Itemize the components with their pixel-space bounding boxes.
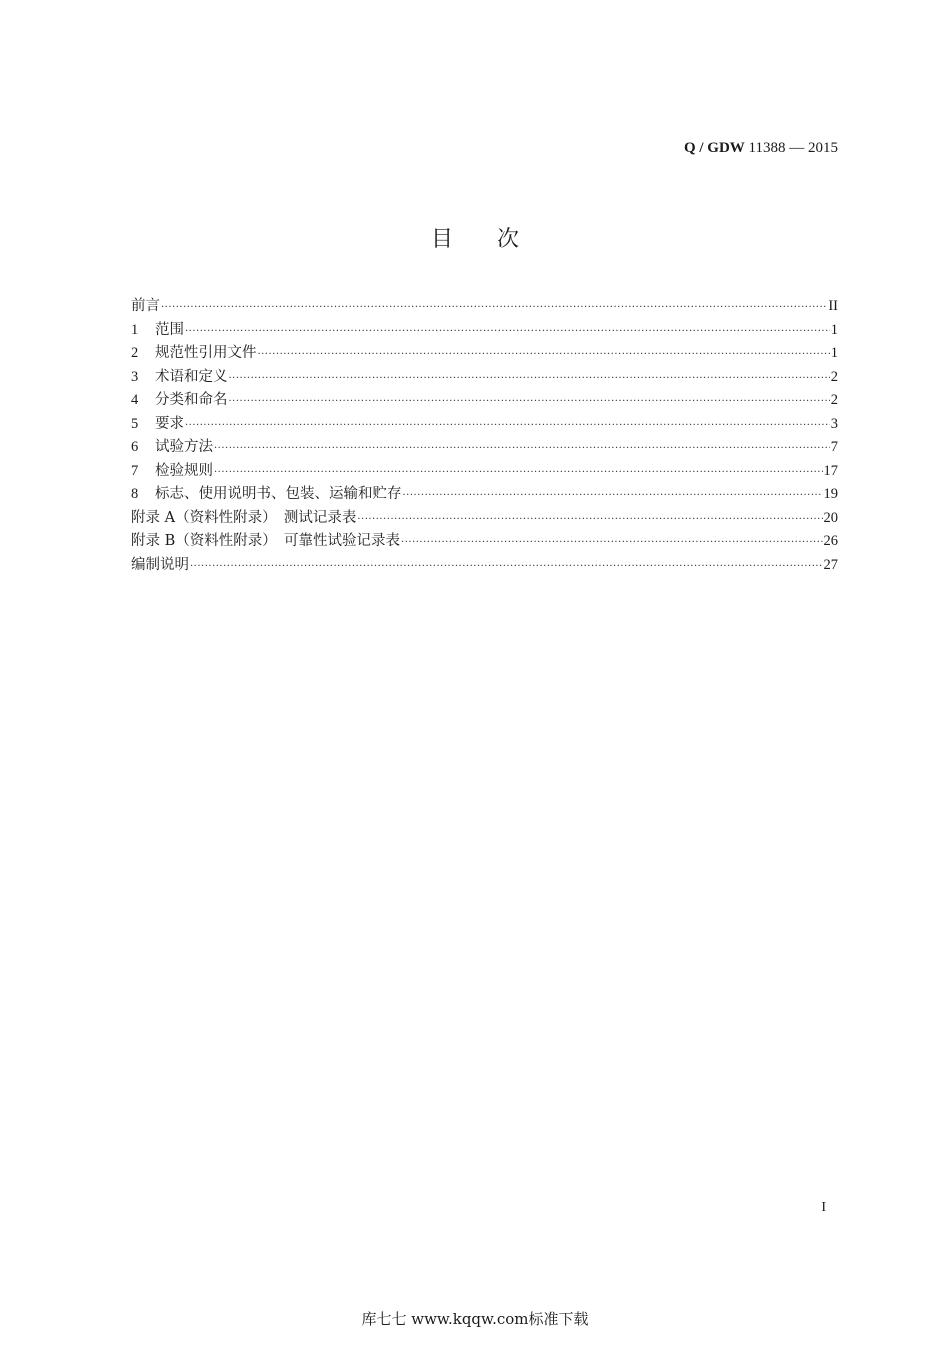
page-title-char-2: 次 — [497, 227, 520, 252]
toc-leader-dots — [185, 320, 830, 344]
toc-leader-dots — [229, 390, 830, 414]
toc-entry-test-methods[interactable] — [131, 436, 838, 460]
toc-entry-number: 1 — [131, 321, 139, 338]
toc-leader-dots — [214, 437, 830, 461]
toc-entry-compilation-notes[interactable] — [131, 554, 838, 578]
toc-entry-label: 3 术语和定义 — [131, 366, 228, 390]
toc-leader-dots — [403, 484, 823, 508]
toc-entry-classification[interactable] — [131, 389, 838, 413]
toc-entry-label: 附录 A（资料性附录） 测试记录表 — [131, 509, 357, 526]
toc-entry-page: 2 — [830, 392, 838, 408]
toc-leader-dots — [190, 555, 823, 579]
toc-entry-number: 3 — [131, 368, 139, 385]
table-of-contents — [131, 295, 838, 577]
toc-entry-number: 5 — [131, 415, 139, 432]
toc-entry-label: 4 分类和命名 — [131, 389, 228, 413]
toc-entry-page: 27 — [823, 556, 838, 573]
standard-code-prefix: Q / GDW — [683, 140, 745, 156]
toc-entry-scope[interactable] — [131, 319, 838, 343]
toc-leader-dots — [185, 414, 830, 438]
toc-entry-label: 8 标志、使用说明书、包装、运输和贮存 — [131, 483, 402, 507]
page-number: I — [821, 1200, 826, 1215]
toc-leader-dots — [161, 296, 827, 320]
page-title-char-1: 目 — [430, 227, 453, 252]
toc-entry-appendix-a[interactable] — [131, 507, 838, 531]
toc-entry-label: 前言 — [131, 298, 160, 314]
toc-entry-requirements[interactable] — [131, 413, 838, 437]
toc-entry-page: 17 — [823, 462, 838, 479]
toc-entry-normative-references[interactable] — [131, 342, 838, 366]
toc-entry-terms-definitions[interactable] — [131, 366, 838, 390]
standard-code-number: 11388 — 2015 — [748, 140, 838, 156]
toc-leader-dots — [214, 461, 823, 485]
toc-entry-number: 7 — [131, 462, 139, 479]
toc-entry-page: 26 — [823, 533, 838, 549]
toc-entry-page: 1 — [830, 345, 838, 361]
toc-leader-dots — [357, 508, 822, 532]
page-title — [0, 222, 950, 253]
toc-entry-page: 20 — [823, 509, 838, 526]
toc-entry-page: 7 — [830, 439, 838, 455]
toc-entry-inspection-rules[interactable] — [131, 460, 838, 484]
toc-entry-label: 2 规范性引用文件 — [131, 342, 257, 366]
toc-entry-label: 5 要求 — [131, 413, 184, 437]
toc-entry-appendix-b[interactable] — [131, 530, 838, 554]
toc-entry-number: 8 — [131, 486, 139, 502]
standard-code — [684, 140, 838, 157]
toc-entry-page: 3 — [830, 415, 838, 432]
toc-leader-dots — [401, 531, 822, 555]
toc-entry-page: 1 — [830, 321, 838, 338]
toc-entry-number: 2 — [131, 345, 139, 361]
toc-entry-page: 19 — [823, 486, 838, 502]
toc-entry-label: 6 试验方法 — [131, 436, 213, 460]
toc-entry-label: 附录 B（资料性附录） 可靠性试验记录表 — [131, 533, 401, 549]
toc-entry-foreword[interactable] — [131, 295, 838, 319]
toc-entry-label: 7 检验规则 — [131, 460, 213, 484]
toc-leader-dots — [229, 367, 830, 391]
toc-entry-number: 6 — [131, 439, 139, 455]
toc-entry-page: II — [828, 298, 838, 314]
toc-entry-marking-packaging[interactable] — [131, 483, 838, 507]
toc-entry-label: 编制说明 — [131, 556, 189, 573]
toc-leader-dots — [258, 343, 830, 367]
toc-entry-page: 2 — [830, 368, 838, 385]
toc-entry-label: 1 范围 — [131, 319, 184, 343]
footer-watermark-text: 库七七 www.kqqw.com标准下载 — [361, 1310, 589, 1328]
toc-entry-number: 4 — [131, 392, 139, 408]
